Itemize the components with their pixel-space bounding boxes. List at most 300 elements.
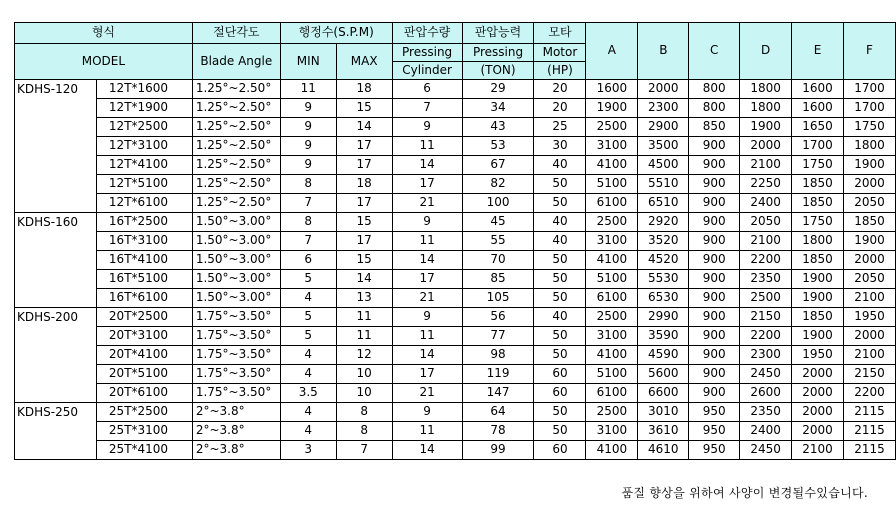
cell-pressing-ton: 34 <box>462 99 534 118</box>
cell-d: 2400 <box>740 422 792 441</box>
cell-model <box>15 194 97 213</box>
cell-spm-max: 15 <box>336 251 392 270</box>
cell-c: 900 <box>689 308 740 327</box>
cell-b: 4500 <box>638 156 689 175</box>
cell-motor-hp: 50 <box>534 346 586 365</box>
cell-pressing-ton: 99 <box>462 441 534 460</box>
cell-blade-angle: 1.75°~3.50° <box>192 365 280 384</box>
cell-pressing-cylinder: 14 <box>392 251 462 270</box>
cell-pressing-ton: 67 <box>462 156 534 175</box>
header-spm-ko: 행정수(S.P.M) <box>280 23 392 44</box>
cell-spm-min: 8 <box>280 213 336 232</box>
cell-pressing-ton: 53 <box>462 137 534 156</box>
cell-model <box>15 137 97 156</box>
cell-spm-min: 9 <box>280 99 336 118</box>
cell-spm-max: 18 <box>336 80 392 99</box>
cell-type: 12T*1900 <box>96 99 192 118</box>
cell-spm-max: 12 <box>336 346 392 365</box>
cell-motor-hp: 40 <box>534 156 586 175</box>
cell-type: 16T*3100 <box>96 232 192 251</box>
cell-type: 20T*5100 <box>96 365 192 384</box>
cell-d: 2250 <box>740 175 792 194</box>
cell-motor-hp: 50 <box>534 403 586 422</box>
cell-pressing-ton: 56 <box>462 308 534 327</box>
cell-model <box>15 270 97 289</box>
cell-motor-hp: 25 <box>534 118 586 137</box>
cell-pressing-cylinder: 7 <box>392 99 462 118</box>
cell-c: 900 <box>689 232 740 251</box>
cell-model <box>15 441 97 460</box>
header-model-ko: 형식 <box>15 23 193 44</box>
header-e: E <box>792 23 844 80</box>
cell-e: 2000 <box>792 422 844 441</box>
cell-blade-angle: 2°~3.8° <box>192 441 280 460</box>
cell-blade-angle: 1.75°~3.50° <box>192 327 280 346</box>
table-row <box>15 118 896 137</box>
cell-d: 2050 <box>740 213 792 232</box>
cell-blade-angle: 1.50°~3.00° <box>192 289 280 308</box>
cell-model <box>15 346 97 365</box>
cell-model: KDHS-120 <box>15 80 97 99</box>
table-row <box>15 346 896 365</box>
cell-type: 16T*5100 <box>96 270 192 289</box>
cell-spm-min: 4 <box>280 403 336 422</box>
cell-b: 3590 <box>638 327 689 346</box>
cell-f: 2000 <box>844 327 896 346</box>
cell-type: 16T*6100 <box>96 289 192 308</box>
header-cylinder-en2: Cylinder <box>392 62 462 80</box>
table-row <box>15 175 896 194</box>
cell-blade-angle: 2°~3.8° <box>192 403 280 422</box>
cell-model <box>15 232 97 251</box>
cell-pressing-ton: 147 <box>462 384 534 403</box>
cell-pressing-cylinder: 21 <box>392 289 462 308</box>
cell-type: 16T*4100 <box>96 251 192 270</box>
cell-blade-angle: 1.50°~3.00° <box>192 213 280 232</box>
cell-model <box>15 118 97 137</box>
cell-blade-angle: 2°~3.8° <box>192 422 280 441</box>
cell-f: 2100 <box>844 289 896 308</box>
header-motor-ko: 모타 <box>534 23 586 44</box>
cell-d: 2150 <box>740 308 792 327</box>
cell-spm-min: 8 <box>280 175 336 194</box>
cell-motor-hp: 60 <box>534 365 586 384</box>
cell-c: 950 <box>689 403 740 422</box>
cell-pressing-ton: 98 <box>462 346 534 365</box>
cell-c: 850 <box>689 118 740 137</box>
cell-pressing-cylinder: 9 <box>392 403 462 422</box>
cell-model: KDHS-250 <box>15 403 97 422</box>
cell-model <box>15 251 97 270</box>
cell-motor-hp: 50 <box>534 251 586 270</box>
cell-f: 1750 <box>844 118 896 137</box>
cell-b: 2920 <box>638 213 689 232</box>
table-row <box>15 213 896 232</box>
cell-a: 6100 <box>586 194 638 213</box>
header-a: A <box>586 23 638 80</box>
table-row <box>15 441 896 460</box>
spec-table <box>14 22 896 460</box>
cell-spm-max: 8 <box>336 422 392 441</box>
cell-a: 4100 <box>586 156 638 175</box>
cell-e: 1800 <box>792 232 844 251</box>
cell-a: 4100 <box>586 251 638 270</box>
cell-pressing-ton: 119 <box>462 365 534 384</box>
cell-f: 2200 <box>844 384 896 403</box>
header-cylinder-en1: Pressing <box>392 44 462 62</box>
cell-blade-angle: 1.75°~3.50° <box>192 346 280 365</box>
cell-blade-angle: 1.50°~3.00° <box>192 232 280 251</box>
cell-pressing-cylinder: 14 <box>392 346 462 365</box>
cell-spm-max: 17 <box>336 137 392 156</box>
cell-type: 25T*3100 <box>96 422 192 441</box>
cell-c: 900 <box>689 365 740 384</box>
table-row <box>15 270 896 289</box>
cell-d: 2450 <box>740 441 792 460</box>
table-row <box>15 80 896 99</box>
cell-c: 900 <box>689 327 740 346</box>
cell-b: 4590 <box>638 346 689 365</box>
cell-a: 5100 <box>586 270 638 289</box>
cell-b: 2000 <box>638 80 689 99</box>
cell-pressing-cylinder: 14 <box>392 156 462 175</box>
cell-d: 2300 <box>740 346 792 365</box>
cell-d: 2200 <box>740 251 792 270</box>
table-row <box>15 289 896 308</box>
cell-c: 800 <box>689 80 740 99</box>
cell-e: 2000 <box>792 403 844 422</box>
cell-f: 2115 <box>844 403 896 422</box>
cell-c: 800 <box>689 99 740 118</box>
cell-type: 12T*5100 <box>96 175 192 194</box>
cell-motor-hp: 50 <box>534 327 586 346</box>
cell-spm-min: 3.5 <box>280 384 336 403</box>
cell-model <box>15 384 97 403</box>
cell-motor-hp: 20 <box>534 99 586 118</box>
cell-type: 20T*2500 <box>96 308 192 327</box>
cell-b: 5510 <box>638 175 689 194</box>
cell-spm-max: 13 <box>336 289 392 308</box>
cell-model <box>15 175 97 194</box>
cell-pressing-ton: 43 <box>462 118 534 137</box>
cell-pressing-cylinder: 17 <box>392 175 462 194</box>
cell-type: 16T*2500 <box>96 213 192 232</box>
cell-blade-angle: 1.25°~2.50° <box>192 80 280 99</box>
cell-pressing-ton: 105 <box>462 289 534 308</box>
cell-blade-angle: 1.25°~2.50° <box>192 194 280 213</box>
cell-pressing-ton: 29 <box>462 80 534 99</box>
header-spm-min: MIN <box>280 44 336 80</box>
cell-pressing-cylinder: 6 <box>392 80 462 99</box>
cell-motor-hp: 60 <box>534 441 586 460</box>
cell-type: 12T*4100 <box>96 156 192 175</box>
cell-a: 3100 <box>586 232 638 251</box>
cell-model: KDHS-160 <box>15 213 97 232</box>
cell-motor-hp: 50 <box>534 422 586 441</box>
cell-spm-min: 7 <box>280 194 336 213</box>
cell-f: 1950 <box>844 308 896 327</box>
cell-blade-angle: 1.25°~2.50° <box>192 175 280 194</box>
cell-blade-angle: 1.75°~3.50° <box>192 384 280 403</box>
header-ton-ko: 판압능력 <box>462 23 534 44</box>
cell-spm-min: 4 <box>280 365 336 384</box>
cell-f: 1700 <box>844 80 896 99</box>
cell-model <box>15 422 97 441</box>
cell-spm-max: 11 <box>336 327 392 346</box>
cell-c: 900 <box>689 384 740 403</box>
cell-model <box>15 365 97 384</box>
cell-d: 2600 <box>740 384 792 403</box>
cell-d: 1800 <box>740 80 792 99</box>
cell-pressing-cylinder: 11 <box>392 422 462 441</box>
cell-d: 2400 <box>740 194 792 213</box>
cell-a: 3100 <box>586 327 638 346</box>
header-angle-ko: 절단각도 <box>192 23 280 44</box>
cell-model <box>15 99 97 118</box>
cell-f: 2050 <box>844 270 896 289</box>
cell-spm-max: 17 <box>336 156 392 175</box>
cell-c: 900 <box>689 270 740 289</box>
cell-c: 900 <box>689 175 740 194</box>
cell-pressing-cylinder: 11 <box>392 137 462 156</box>
cell-pressing-ton: 64 <box>462 403 534 422</box>
cell-f: 1900 <box>844 232 896 251</box>
cell-d: 2350 <box>740 403 792 422</box>
cell-spm-min: 6 <box>280 251 336 270</box>
cell-pressing-cylinder: 9 <box>392 213 462 232</box>
cell-blade-angle: 1.25°~2.50° <box>192 137 280 156</box>
cell-spm-max: 15 <box>336 99 392 118</box>
cell-blade-angle: 1.25°~2.50° <box>192 156 280 175</box>
cell-e: 1850 <box>792 251 844 270</box>
header-angle-en: Blade Angle <box>192 44 280 80</box>
cell-type: 25T*4100 <box>96 441 192 460</box>
cell-b: 3520 <box>638 232 689 251</box>
cell-type: 20T*4100 <box>96 346 192 365</box>
cell-e: 1750 <box>792 213 844 232</box>
cell-f: 1700 <box>844 99 896 118</box>
cell-pressing-ton: 70 <box>462 251 534 270</box>
cell-pressing-ton: 78 <box>462 422 534 441</box>
cell-blade-angle: 1.25°~2.50° <box>192 99 280 118</box>
cell-b: 6600 <box>638 384 689 403</box>
cell-spm-min: 5 <box>280 270 336 289</box>
cell-e: 1600 <box>792 99 844 118</box>
cell-spm-min: 4 <box>280 289 336 308</box>
cell-a: 5100 <box>586 365 638 384</box>
cell-f: 2115 <box>844 422 896 441</box>
cell-pressing-cylinder: 9 <box>392 118 462 137</box>
cell-spm-min: 7 <box>280 232 336 251</box>
cell-e: 1750 <box>792 156 844 175</box>
cell-e: 2000 <box>792 384 844 403</box>
cell-b: 4610 <box>638 441 689 460</box>
cell-pressing-cylinder: 17 <box>392 365 462 384</box>
cell-d: 2100 <box>740 156 792 175</box>
cell-e: 1900 <box>792 327 844 346</box>
table-row <box>15 137 896 156</box>
header-spm-max: MAX <box>336 44 392 80</box>
table-header <box>15 23 896 80</box>
cell-a: 2500 <box>586 308 638 327</box>
cell-pressing-cylinder: 21 <box>392 194 462 213</box>
table-row <box>15 403 896 422</box>
cell-b: 3500 <box>638 137 689 156</box>
cell-pressing-ton: 55 <box>462 232 534 251</box>
cell-b: 3610 <box>638 422 689 441</box>
cell-spm-max: 11 <box>336 308 392 327</box>
cell-c: 900 <box>689 213 740 232</box>
cell-spm-max: 14 <box>336 118 392 137</box>
cell-type: 20T*6100 <box>96 384 192 403</box>
header-c: C <box>689 23 740 80</box>
cell-e: 1850 <box>792 194 844 213</box>
cell-model: KDHS-200 <box>15 308 97 327</box>
cell-spm-min: 3 <box>280 441 336 460</box>
cell-a: 3100 <box>586 422 638 441</box>
cell-f: 1900 <box>844 156 896 175</box>
cell-b: 4520 <box>638 251 689 270</box>
cell-a: 1900 <box>586 99 638 118</box>
cell-d: 2450 <box>740 365 792 384</box>
cell-blade-angle: 1.50°~3.00° <box>192 251 280 270</box>
cell-type: 12T*1600 <box>96 80 192 99</box>
cell-c: 900 <box>689 137 740 156</box>
cell-b: 5530 <box>638 270 689 289</box>
cell-d: 2350 <box>740 270 792 289</box>
cell-blade-angle: 1.75°~3.50° <box>192 308 280 327</box>
cell-b: 6530 <box>638 289 689 308</box>
cell-b: 6510 <box>638 194 689 213</box>
header-d: D <box>740 23 792 80</box>
cell-f: 2000 <box>844 175 896 194</box>
cell-pressing-ton: 45 <box>462 213 534 232</box>
cell-blade-angle: 1.25°~2.50° <box>192 118 280 137</box>
header-motor-en1: Motor <box>534 44 586 62</box>
cell-pressing-cylinder: 21 <box>392 384 462 403</box>
table-row <box>15 194 896 213</box>
table-row <box>15 422 896 441</box>
cell-spm-max: 8 <box>336 403 392 422</box>
cell-motor-hp: 40 <box>534 213 586 232</box>
cell-a: 6100 <box>586 289 638 308</box>
cell-e: 1850 <box>792 308 844 327</box>
header-b: B <box>638 23 689 80</box>
cell-pressing-ton: 100 <box>462 194 534 213</box>
cell-spm-min: 4 <box>280 422 336 441</box>
cell-f: 2115 <box>844 441 896 460</box>
cell-motor-hp: 50 <box>534 194 586 213</box>
cell-blade-angle: 1.50°~3.00° <box>192 270 280 289</box>
cell-pressing-cylinder: 14 <box>392 441 462 460</box>
cell-spm-max: 17 <box>336 194 392 213</box>
cell-motor-hp: 50 <box>534 175 586 194</box>
table-row <box>15 365 896 384</box>
cell-b: 2990 <box>638 308 689 327</box>
cell-b: 2300 <box>638 99 689 118</box>
cell-spm-max: 14 <box>336 270 392 289</box>
cell-f: 1800 <box>844 137 896 156</box>
cell-pressing-cylinder: 11 <box>392 327 462 346</box>
cell-f: 2150 <box>844 365 896 384</box>
cell-spm-max: 10 <box>336 365 392 384</box>
cell-c: 900 <box>689 346 740 365</box>
table-row <box>15 156 896 175</box>
cell-d: 1800 <box>740 99 792 118</box>
cell-d: 1900 <box>740 118 792 137</box>
footnote: 품질 향상을 위하여 사양이 변경될수있습니다. <box>621 486 868 500</box>
cell-e: 2100 <box>792 441 844 460</box>
cell-a: 5100 <box>586 175 638 194</box>
cell-spm-max: 15 <box>336 213 392 232</box>
cell-spm-min: 4 <box>280 346 336 365</box>
cell-d: 2500 <box>740 289 792 308</box>
cell-c: 900 <box>689 289 740 308</box>
cell-pressing-cylinder: 9 <box>392 308 462 327</box>
header-motor-en2: (HP) <box>534 62 586 80</box>
table-row <box>15 384 896 403</box>
cell-a: 2500 <box>586 213 638 232</box>
cell-motor-hp: 30 <box>534 137 586 156</box>
cell-e: 1850 <box>792 175 844 194</box>
cell-spm-min: 5 <box>280 308 336 327</box>
cell-a: 4100 <box>586 441 638 460</box>
cell-e: 1600 <box>792 80 844 99</box>
table-row <box>15 232 896 251</box>
table-body <box>15 80 896 460</box>
header-cylinder-ko: 판압수량 <box>392 23 462 44</box>
cell-a: 2500 <box>586 403 638 422</box>
cell-b: 5600 <box>638 365 689 384</box>
header-ton-en1: Pressing <box>462 44 534 62</box>
cell-type: 20T*3100 <box>96 327 192 346</box>
cell-type: 12T*6100 <box>96 194 192 213</box>
cell-a: 6100 <box>586 384 638 403</box>
cell-pressing-ton: 85 <box>462 270 534 289</box>
table-row <box>15 99 896 118</box>
cell-c: 950 <box>689 441 740 460</box>
cell-model <box>15 327 97 346</box>
cell-d: 2100 <box>740 232 792 251</box>
cell-spm-min: 9 <box>280 137 336 156</box>
header-model-en: MODEL <box>15 44 193 80</box>
cell-b: 2900 <box>638 118 689 137</box>
cell-motor-hp: 40 <box>534 232 586 251</box>
cell-a: 1600 <box>586 80 638 99</box>
cell-d: 2000 <box>740 137 792 156</box>
cell-c: 900 <box>689 156 740 175</box>
cell-spm-min: 11 <box>280 80 336 99</box>
cell-pressing-cylinder: 17 <box>392 270 462 289</box>
cell-model <box>15 289 97 308</box>
cell-e: 1700 <box>792 137 844 156</box>
cell-e: 1950 <box>792 346 844 365</box>
cell-a: 2500 <box>586 118 638 137</box>
table-row <box>15 327 896 346</box>
cell-c: 900 <box>689 194 740 213</box>
cell-model <box>15 156 97 175</box>
cell-motor-hp: 60 <box>534 384 586 403</box>
cell-c: 900 <box>689 251 740 270</box>
cell-motor-hp: 50 <box>534 270 586 289</box>
header-ton-en2: (TON) <box>462 62 534 80</box>
cell-type: 12T*2500 <box>96 118 192 137</box>
cell-pressing-ton: 77 <box>462 327 534 346</box>
table-row <box>15 251 896 270</box>
cell-motor-hp: 20 <box>534 80 586 99</box>
cell-spm-min: 9 <box>280 118 336 137</box>
cell-spm-max: 17 <box>336 232 392 251</box>
